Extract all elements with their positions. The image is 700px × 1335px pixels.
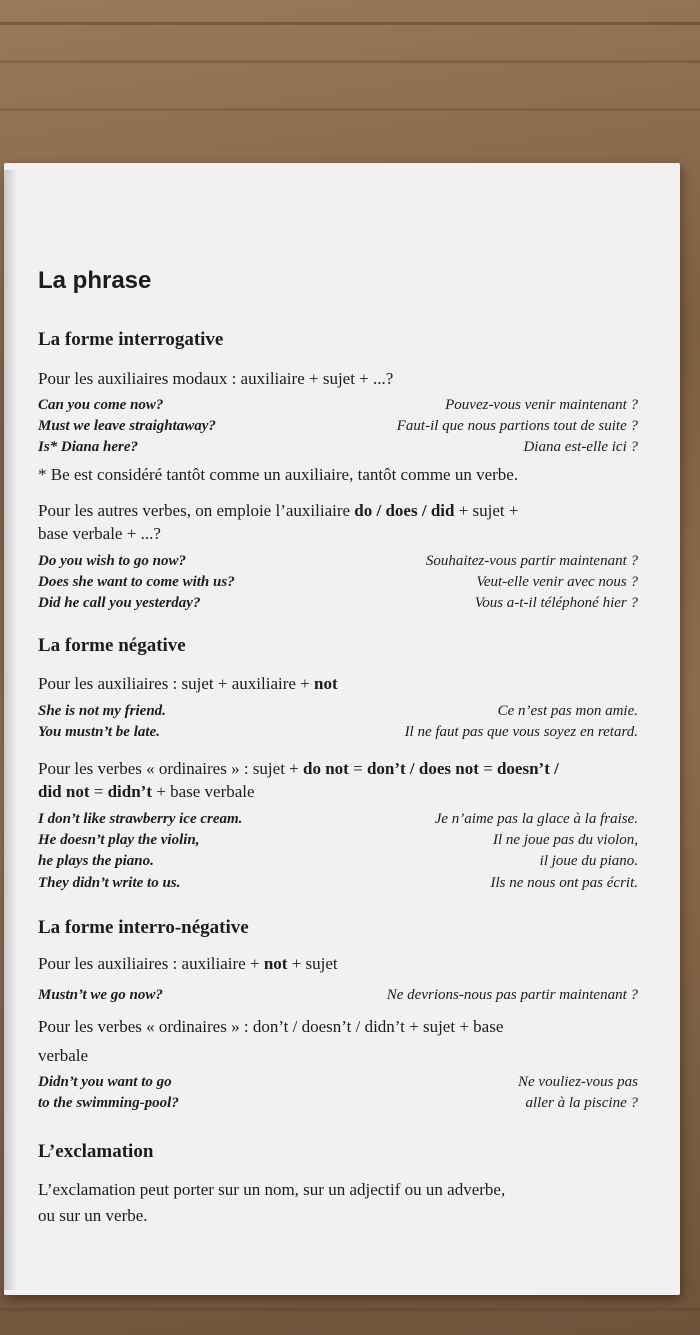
rule-negative-ordinary-cont — [38, 782, 255, 802]
heading-negative: La forme négative — [38, 635, 186, 656]
example-french: aller à la piscine ? — [525, 1095, 638, 1111]
rule-text: + base verbale — [156, 782, 255, 801]
wood-grain — [0, 1308, 700, 1311]
rule-interro-negative-ordinary: Pour les verbes « ordinaires » : don’t / doesn’t / didn’t + sujet + base — [38, 1017, 504, 1036]
example-english: Mustn’t we go now? — [38, 987, 163, 1003]
rule-text: = — [93, 782, 104, 801]
rule-keyword: didn’t — [107, 782, 153, 801]
heading-interrogative: La forme interrogative — [38, 329, 224, 350]
rule-text: = — [483, 759, 493, 778]
example-english: Must we leave straightaway? — [38, 418, 216, 434]
heading-exclamation: L’exclamation — [38, 1141, 154, 1162]
example-english: he plays the piano. — [38, 853, 154, 869]
rule-keyword: don’t / does not — [366, 759, 479, 778]
wood-grain — [0, 22, 700, 25]
rule-keyword: not — [263, 954, 288, 973]
rule-negative-aux — [38, 674, 338, 694]
example-french: Ne devrions-nous pas partir maintenant ? — [386, 987, 638, 1003]
example-french: Veut-elle venir avec nous ? — [476, 574, 638, 590]
example-english: Do you wish to go now? — [38, 553, 186, 569]
rule-interrogative-other-cont: base verbale + ...? — [38, 524, 161, 543]
rule-keyword: do not — [303, 759, 349, 778]
example-english: Didn’t you want to go — [38, 1074, 172, 1090]
example-english: You mustn’t be late. — [38, 724, 160, 740]
example-french: Faut-il que nous partions tout de suite ? — [396, 418, 638, 434]
example-english: to the swimming-pool? — [38, 1095, 179, 1111]
rule-keyword: did not — [38, 782, 90, 801]
example-english: Is* Diana here? — [38, 439, 139, 455]
heading-interro-negative: La forme interro-négative — [38, 917, 249, 938]
rule-text: + sujet + — [458, 501, 519, 520]
wood-grain — [0, 60, 700, 63]
rule-text: = — [353, 759, 363, 778]
example-french: Pouvez-vous venir maintenant ? — [445, 397, 638, 413]
book-page — [4, 163, 680, 1295]
footnote-be: * Be est considéré tantôt comme un auxiliaire, tantôt comme un verbe. — [38, 465, 519, 484]
example-english: He doesn’t play the violin, — [38, 832, 200, 848]
page-title: La phrase — [38, 267, 152, 294]
rule-interro-negative-aux — [38, 954, 338, 974]
rule-keyword: doesn’t / — [496, 759, 559, 778]
example-french: il joue du piano. — [539, 853, 638, 869]
rule-interrogative-modal: Pour les auxiliaires modaux : auxiliaire + sujet + ...? — [38, 369, 394, 388]
example-english: Can you come now? — [38, 397, 164, 413]
rule-interrogative-other — [38, 501, 519, 521]
example-english: I don’t like strawberry ice cream. — [38, 811, 243, 827]
example-french: Ce n’est pas mon amie. — [497, 703, 638, 719]
rule-keyword: do / does / did — [354, 501, 455, 520]
wood-grain — [0, 108, 700, 111]
exclamation-text-cont: ou sur un verbe. — [38, 1206, 148, 1225]
example-french: Il ne joue pas du violon, — [493, 832, 638, 848]
example-french: Ne vouliez-vous pas — [518, 1074, 638, 1090]
rule-text: + sujet — [291, 954, 338, 973]
example-french: Il ne faut pas que vous soyez en retard. — [404, 724, 638, 740]
example-english: Did he call you yesterday? — [38, 595, 201, 611]
rule-text: Pour les autres verbes, on emploie l’auxiliaire — [38, 501, 351, 520]
example-french: Diana est-elle ici ? — [523, 439, 638, 455]
example-french: Souhaitez-vous partir maintenant ? — [425, 553, 638, 569]
example-french: Vous a-t-il téléphoné hier ? — [474, 595, 638, 611]
exclamation-text: L’exclamation peut porter sur un nom, sur un adjectif ou un adverbe, — [38, 1180, 506, 1199]
rule-text: Pour les verbes « ordinaires » : sujet + — [38, 759, 299, 778]
example-english: They didn’t write to us. — [38, 875, 181, 891]
page-edge — [4, 170, 16, 1290]
example-french: Ils ne nous ont pas écrit. — [490, 875, 638, 891]
rule-interro-negative-ordinary-cont: verbale — [38, 1046, 89, 1065]
example-english: She is not my friend. — [38, 703, 166, 719]
example-french: Je n’aime pas la glace à la fraise. — [434, 811, 638, 827]
rule-text: Pour les auxiliaires : auxiliaire + — [38, 954, 260, 973]
rule-keyword: not — [314, 674, 338, 693]
rule-text: Pour les auxiliaires : sujet + auxiliaire + — [38, 674, 310, 693]
rule-negative-ordinary — [38, 759, 559, 779]
example-english: Does she want to come with us? — [38, 574, 235, 590]
